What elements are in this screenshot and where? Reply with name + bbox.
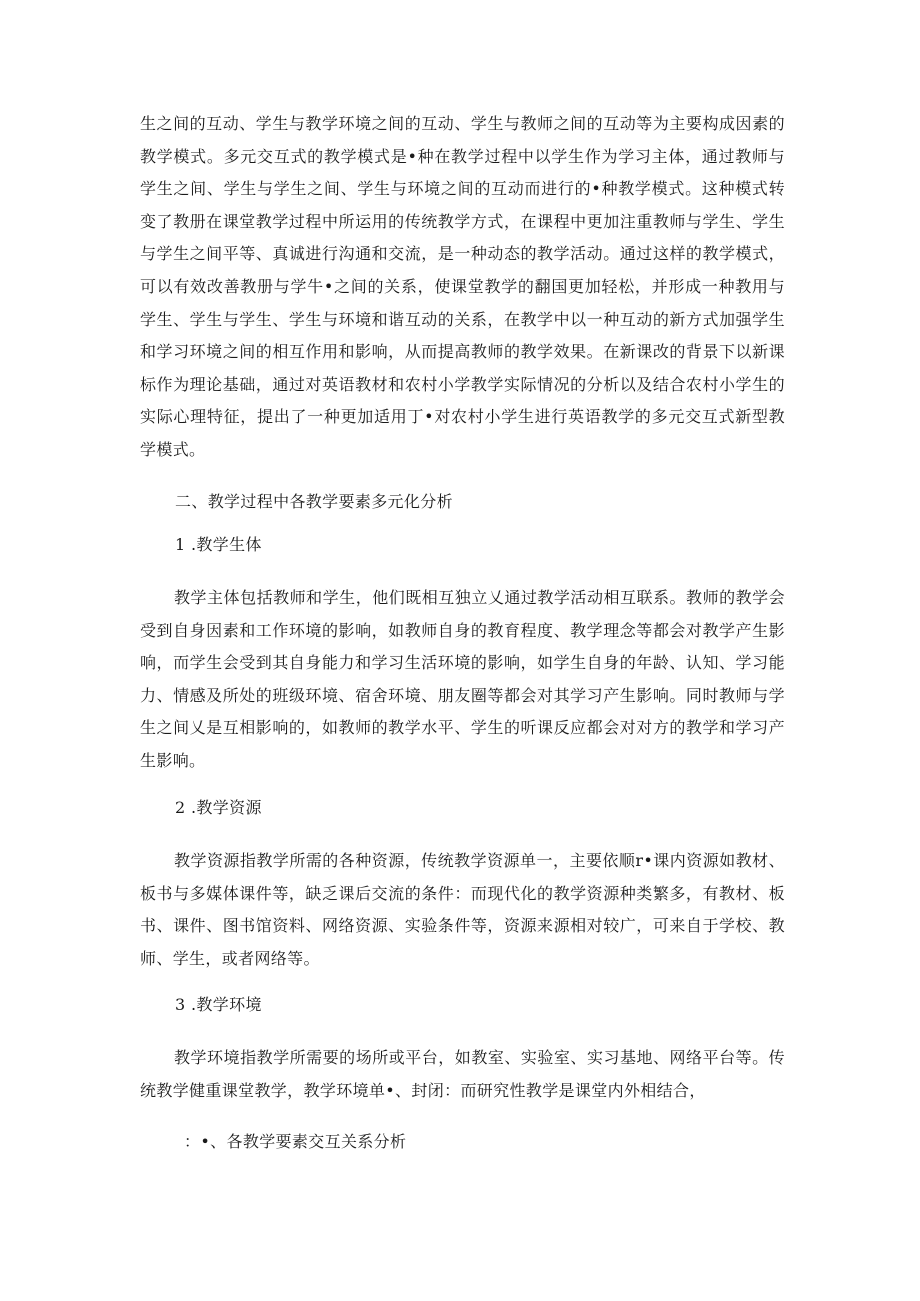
intro-paragraph: 生之间的互动、学生与教学环境之间的互动、学生与教师之间的互动等为主要构成因素的教学模式。多元交互式的教学模式是•种在教学过程中以学生作为学习主体，通过教师与学生之间、学生与学生之间、学生与环境之间的互动而进行的•种教学模式。这种模式转变了教册在课堂教学过程中所运用的传统教学方式，在课程中更加注重教师与学生、学生与学生之间平等、真诚进行沟通和交流，是一种动态的教学活动。通过这样的教学模式，可以有效改善教册与学牛•之间的关系，使课堂教学的翻国更加轻松，并形成一种教用与学生、学生与学生、学生与环境和谐互动的关系，在教学中以一种互动的新方式加强学生和学习环境之间的相互作用和影响，从而提高教师的教学效果。在新课改的背景下以新课标作为理论基础，通过对英语教材和农村小学教学实际情况的分析以及结合农村小学生的实际心理特征，提出了一种更加适用丁•对农村小学生进行英语教学的多元交互式新型教学模式。 [140,114,785,459]
section-heading-multi-element-analysis: 二、教学过程中各教学要素多元化分析 [175,492,453,511]
section-heading-interaction-analysis: ：•、各教学要素交互关系分析 [184,1132,407,1151]
teaching-resources-paragraph: 教学资源指教学所需的各种资源，传统教学资源单一，主要依顺r•课内资源如教材、板书与多媒体课件等，缺乏课后交流的条件：而现代化的教学资源种类繁多，有教材、板书、课件、图书馆资料、网络资源、实验条件等，资源来源相对较广，可来自于学校、教师、学生，或者网络等。 [140,851,785,968]
teaching-environment-paragraph: 教学环境指教学所需要的场所或平台，如教室、实验室、实习基地、网络平台等。传统教学健重课堂教学，教学环境单•、封闭：而研究性教学是课堂内外相结合， [140,1048,785,1100]
teaching-subject-paragraph: 教学主体包括教师和学生，他们既相互独立乂通过教学活动相互联系。教师的教学会受到自身因素和工作环境的影响，如教师自身的教育程度、教学理念等都会对教学产生影响，而学生会受到其自身能力和学习生活环境的影响，如学生自身的年龄、认知、学习能力、情感及所处的班级环境、宿舍环境、朋友圈等都会对其学习产生影响。同时教师与学生之间乂是互相影响的，如教师的教学水平、学生的听课反应都会对对方的教学和学习产生影响。 [140,588,785,770]
subheading-teaching-resources: 2 .教学资源 [175,798,262,817]
subheading-teaching-subject: 1 .教学生体 [175,535,262,554]
subheading-teaching-environment: 3 .教学环境 [175,995,262,1014]
